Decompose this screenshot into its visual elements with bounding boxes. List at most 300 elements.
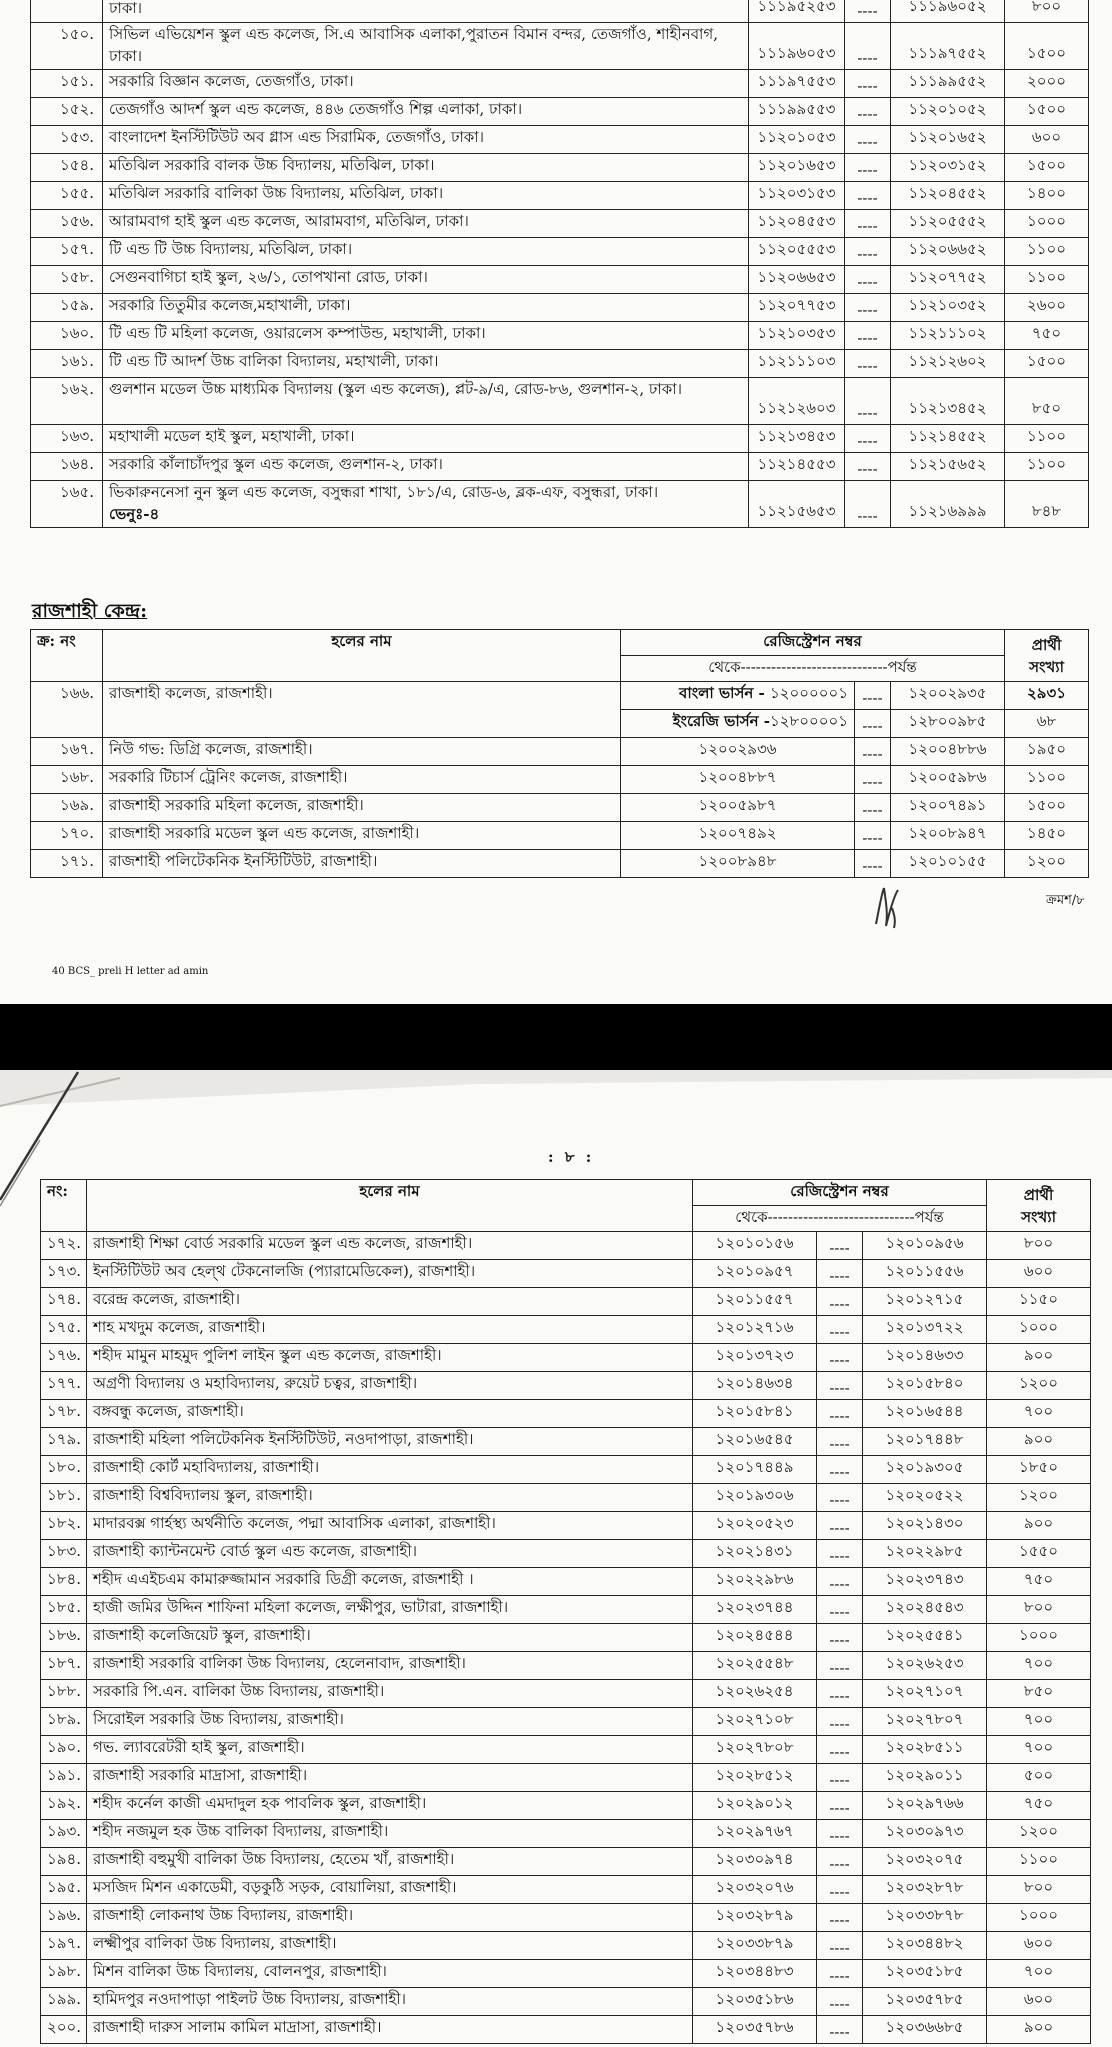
candidate-count: ১২০০ [987, 1820, 1091, 1848]
row-dash: ---- [845, 154, 891, 182]
hall-name-text: সরকারি তিতুমীর কলেজ,মহাখালী, ঢাকা। [109, 296, 351, 314]
registration-to: ১২০২৭১০৭ [863, 1680, 987, 1708]
registration-to: ১২০৩০৯৭৩ [863, 1820, 987, 1848]
row-serial: ১৯৩. [41, 1820, 87, 1848]
candidate-count: ৭৫০ [987, 1568, 1091, 1596]
hall-name-text: রাজশাহী বহুমুখী বালিকা উচ্চ বিদ্যালয়, হেতেম খাঁ, রাজশাহী। [93, 1850, 455, 1868]
row-hall-name [87, 1652, 693, 1680]
table-row [41, 1568, 1091, 1596]
row-dash: ---- [817, 1344, 863, 1372]
row-dash: ---- [817, 1820, 863, 1848]
row-hall-name [87, 1316, 693, 1344]
table-row [41, 1932, 1091, 1960]
row-serial: ১৯৬. [41, 1904, 87, 1932]
registration-from: ১২০২৯৭৬৭ [693, 1820, 817, 1848]
page-separator [0, 1004, 1112, 1070]
hall-name-text: সেগুনবাগিচা হাই স্কুল, ২৬/১, তোপখানা রোড, ঢাকা। [109, 268, 428, 286]
hall-name-text: মতিঝিল সরকারি বালিকা উচ্চ বিদ্যালয়, মতিঝিল, ঢাকা। [109, 184, 444, 202]
registration-from: ১২০২০৫২৩ [693, 1512, 817, 1540]
table-row [41, 1400, 1091, 1428]
table-row [31, 682, 1089, 710]
table-row [41, 1596, 1091, 1624]
registration-to: ১২০১২৭১৫ [863, 1288, 987, 1316]
row-hall-name [87, 1428, 693, 1456]
registration-from: ১২০২১৪৩১ [693, 1540, 817, 1568]
row-dash: ---- [817, 1288, 863, 1316]
row-hall-name [103, 378, 749, 425]
row-hall-name [103, 322, 749, 350]
bangla-version-count: ২৯৩১ [1005, 682, 1089, 710]
table-row [31, 0, 1089, 23]
registration-to: ১২০২৭৮০৭ [863, 1708, 987, 1736]
hall-name-text: রাজশাহী শিক্ষা বোর্ড সরকারি মডেল স্কুল এন্ড কলেজ, রাজশাহী। [93, 1234, 473, 1252]
candidate-count: ১৯৫০ [1005, 738, 1089, 766]
row-hall-name [87, 1792, 693, 1820]
candidate-count: ১০০০ [1005, 210, 1089, 238]
registration-from: ১১১৯৭৫৫৩ [749, 70, 845, 98]
registration-to: ১২০০৮৯৪৭ [891, 822, 1005, 850]
row-dash: ---- [817, 1484, 863, 1512]
candidate-count: ১৮৫০ [987, 1456, 1091, 1484]
header-candidate-count [987, 1180, 1091, 1232]
row-hall-name [103, 182, 749, 210]
hall-name-text: সরকারি টিচার্স ট্রেনিং কলেজ, রাজশাহী। [109, 768, 348, 786]
row-hall-name [103, 738, 621, 766]
row-dash: ---- [817, 1456, 863, 1484]
table-row [41, 1288, 1091, 1316]
english-version-count: ৬৮ [1005, 710, 1089, 738]
candidate-count: ১০০০ [987, 1624, 1091, 1652]
registration-from: ১২০১১৫৫৭ [693, 1288, 817, 1316]
row-dash: ---- [845, 378, 891, 425]
row-hall-name [87, 1512, 693, 1540]
candidate-count: ৫০০ [987, 1764, 1091, 1792]
table-row [31, 154, 1089, 182]
row-dash: ---- [845, 350, 891, 378]
registration-from: ১২০২৬২৫৪ [693, 1680, 817, 1708]
table-row [41, 1344, 1091, 1372]
table-row [31, 794, 1089, 822]
candidate-count: ৭০০ [987, 1736, 1091, 1764]
candidate-count: ১৫০০ [1005, 98, 1089, 126]
row-dash: ---- [817, 1624, 863, 1652]
candidate-count: ৬০০ [987, 1932, 1091, 1960]
candidate-count: ১১০০ [1005, 766, 1089, 794]
rajshahi-center-table-continued [40, 1179, 1091, 2044]
registration-from: ১২০৩৫১৮৬ [693, 1988, 817, 2016]
registration-from: ১১২০১৬৫৩ [749, 154, 845, 182]
row-hall-name [103, 850, 621, 878]
row-dash: ---- [845, 23, 891, 70]
row-dash: ---- [855, 850, 891, 878]
row-serial: ১৯৭. [41, 1932, 87, 1960]
table-row [31, 453, 1089, 481]
table-row [41, 1820, 1091, 1848]
header-registration: রেজিস্ট্রেশন নম্বর [621, 630, 1005, 656]
signature-mark [868, 884, 908, 930]
candidate-count: ১৫০০ [1005, 350, 1089, 378]
registration-to: ১২০১৫৮৪০ [863, 1372, 987, 1400]
row-dash: ---- [817, 1260, 863, 1288]
hall-name-text: ইনস্টিটিউট অব হেল্থ টেকনোলজি (প্যারামেডিকেল), রাজশাহী। [93, 1262, 476, 1280]
registration-from: ১১২১০৩৫৩ [749, 322, 845, 350]
row-hall-name [87, 1708, 693, 1736]
registration-to: ১২০২৪৫৪৩ [863, 1596, 987, 1624]
hall-name-text: রাজশাহী সরকারি মাদ্রাসা, রাজশাহী। [93, 1766, 308, 1784]
registration-from: ১২০১০১৫৬ [693, 1232, 817, 1260]
hall-name-text: রাজশাহী সরকারি বালিকা উচ্চ বিদ্যালয়, হেলেনাবাদ, রাজশাহী। [93, 1654, 466, 1672]
candidate-count: ৭৫০ [1005, 322, 1089, 350]
registration-to: ১১২১৫৬৫২ [891, 453, 1005, 481]
row-hall-name [87, 1848, 693, 1876]
candidate-count: ৮০০ [1005, 0, 1089, 23]
candidate-count: ৮০০ [987, 1596, 1091, 1624]
header-hall-name: হলের নাম [103, 630, 621, 682]
hall-name-text: রাজশাহী পলিটেকনিক ইনস্টিটিউট, রাজশাহী। [109, 852, 378, 870]
row-dash: ---- [845, 322, 891, 350]
candidate-count: ৭০০ [987, 1400, 1091, 1428]
hall-name-text: টি এন্ড টি মহিলা কলেজ, ওয়ারলেস কম্পাউন্ড, মহাখালী, ঢাকা। [109, 324, 486, 342]
registration-from: ১১২১৪৫৫৩ [749, 453, 845, 481]
registration-to: ১১২১৪৫৫২ [891, 425, 1005, 453]
row-dash: ---- [855, 794, 891, 822]
hall-name-text: সরকারি কাঁলাচাঁদপুর স্কুল এন্ড কলেজ, গুলশান-২, ঢাকা। [109, 455, 443, 473]
row-serial: ১৭৩. [41, 1260, 87, 1288]
registration-from: ১২০২৯০১২ [693, 1792, 817, 1820]
row-hall-name [87, 1372, 693, 1400]
candidate-count: ১২০০ [987, 1484, 1091, 1512]
row-hall-name [103, 794, 621, 822]
registration-from: ১১২০৪৫৫৩ [749, 210, 845, 238]
registration-from: ১২০১৩৭২৩ [693, 1344, 817, 1372]
candidate-count: ১৫০০ [1005, 794, 1089, 822]
registration-from: ১২০০৪৮৮৭ [621, 766, 855, 794]
row-dash: ---- [845, 0, 891, 23]
row-hall-name [87, 1484, 693, 1512]
rajshahi-center-heading: রাজশাহী কেন্দ্র: [32, 600, 148, 622]
registration-to: ১২০৩৩৮৭৮ [863, 1904, 987, 1932]
header-count-line2: সংখ্যা [1029, 657, 1064, 676]
table-row [41, 1708, 1091, 1736]
row-serial: ১৬১. [31, 350, 103, 378]
document-page-8 [0, 1070, 1112, 2047]
hall-name-text: রাজশাহী সরকারি মহিলা কলেজ, রাজশাহী। [109, 796, 364, 814]
candidate-count: ১২০০ [1005, 850, 1089, 878]
registration-from: ১১২০১০৫৩ [749, 126, 845, 154]
table-row [41, 1316, 1091, 1344]
row-hall-name [103, 70, 749, 98]
registration-from: ১২০২২৯৮৬ [693, 1568, 817, 1596]
row-dash: ---- [855, 738, 891, 766]
row-hall-name [103, 98, 749, 126]
candidate-count: ১৫০০ [1005, 23, 1089, 70]
row-serial: ১৮৯. [41, 1708, 87, 1736]
header-hall-name: হলের নাম [87, 1180, 693, 1232]
registration-to: ১১২০১০৫২ [891, 98, 1005, 126]
table-row [31, 70, 1089, 98]
hall-name-text: ভিকারুননেসা নুন স্কুল এন্ড কলেজ, বসুন্ধরা শাখা, ১৮১/এ, রোড-৬, ব্লক-এফ, বসুন্ধরা, ঢাকা। [109, 483, 659, 501]
registration-to: ১২০৩৫৭৮৫ [863, 1988, 987, 2016]
row-serial: ১৭৬. [41, 1344, 87, 1372]
row-dash: ---- [817, 1316, 863, 1344]
candidate-count: ৯০০ [987, 2016, 1091, 2044]
registration-from: ১২০১৯৩০৬ [693, 1484, 817, 1512]
hall-name-text: মসজিদ মিশন একাডেমী, বড়কুঠি সড়ক, বোয়ালিয়া, রাজশাহী। [93, 1878, 457, 1896]
bangla-version-from [621, 682, 855, 710]
table-row [31, 766, 1089, 794]
table-row [41, 1232, 1091, 1260]
table-row [31, 98, 1089, 126]
row-serial: ১৯৪. [41, 1848, 87, 1876]
row-hall-name [87, 1820, 693, 1848]
hall-name-text: রাজশাহী লোকনাথ উচ্চ বিদ্যালয়, রাজশাহী। [93, 1906, 354, 1924]
registration-to: ১২০৩২৮৭৮ [863, 1876, 987, 1904]
registration-from: ১২০৩০৯৭৪ [693, 1848, 817, 1876]
table-row [31, 238, 1089, 266]
header-range: থেকে-----------------------------পর্যন্ত [621, 656, 1005, 682]
registration-to: ১২০২১৪৩০ [863, 1512, 987, 1540]
row-dash: ---- [845, 126, 891, 154]
row-serial: ১৯১. [41, 1764, 87, 1792]
registration-from: ১২০১৭৪৪৯ [693, 1456, 817, 1484]
row-hall-name [87, 1288, 693, 1316]
row-serial: ১৭৪. [41, 1288, 87, 1316]
hall-name-text: গুলশান মডেল উচ্চ মাধ্যমিক বিদ্যালয় (স্কুল এন্ড কলেজ), প্লট-৯/এ, রোড-৮৬, গুলশান-২, ঢাকা। [109, 380, 682, 398]
row-hall-name [87, 1680, 693, 1708]
registration-from: ১২০১৫৮৪১ [693, 1400, 817, 1428]
header-range: থেকে-----------------------------পর্যন্ত [693, 1206, 987, 1232]
header-count-line1: প্রার্থী [1031, 635, 1062, 654]
registration-to: ১২০১০১৫৫ [891, 850, 1005, 878]
candidate-count: ৮৫০ [987, 1680, 1091, 1708]
table-row [31, 126, 1089, 154]
row-hall-name [87, 1456, 693, 1484]
row-dash: ---- [817, 1736, 863, 1764]
registration-from: ১২০১০৯৫৭ [693, 1260, 817, 1288]
registration-from: ১১২১১১০৩ [749, 350, 845, 378]
page-number: : ৮ : [548, 1148, 595, 1166]
registration-from: ১২০০৮৯৪৮ [621, 850, 855, 878]
registration-to: ১২০২৩৭৪৩ [863, 1568, 987, 1596]
table-row [31, 822, 1089, 850]
table-row [31, 182, 1089, 210]
table-row [31, 266, 1089, 294]
registration-to: ১২০১৬৫৪৪ [863, 1400, 987, 1428]
hall-name-text: শহীদ এএইচএম কামারুজ্জামান সরকারি ডিগ্রী কলেজ, রাজশাহী । [93, 1570, 474, 1588]
registration-from: ১২০৩২০৭৬ [693, 1876, 817, 1904]
row-dash: ---- [817, 1540, 863, 1568]
hall-name-text: মাদারবক্স গার্হস্থ্য অর্থনীতি কলেজ, পদ্মা আবাসিক এলাকা, রাজশাহী। [93, 1514, 496, 1532]
hall-name-text: বাংলাদেশ ইনস্টিটিউট অব গ্লাস এন্ড সিরামিক, তেজগাঁও, ঢাকা। [109, 128, 485, 146]
registration-from: ১১২১৩৪৫৩ [749, 425, 845, 453]
registration-to: ১২০২৯০১১ [863, 1764, 987, 1792]
row-serial: ১৫৭. [31, 238, 103, 266]
page-fold-shadow [0, 1070, 1112, 1130]
registration-to: ১২০২২৯৮৫ [863, 1540, 987, 1568]
row-hall-name [87, 1764, 693, 1792]
candidate-count: ১১০০ [987, 1848, 1091, 1876]
rajshahi-center-table [30, 629, 1089, 878]
registration-to: ১২০৩৫১৮৫ [863, 1960, 987, 1988]
table-row [31, 425, 1089, 453]
hall-name-text: বঙ্গবন্ধু কলেজ, রাজশাহী। [93, 1402, 244, 1420]
row-dash: ---- [817, 1988, 863, 2016]
bangla-version-to: ১২০০২৯৩৫ [891, 682, 1005, 710]
candidate-count: ১০০০ [987, 1316, 1091, 1344]
hall-name-text: রাজশাহী মহিলা পলিটেকনিক ইনস্টিটিউট, নওদাপাড়া, রাজশাহী। [93, 1430, 474, 1448]
row-dash: ---- [817, 1876, 863, 1904]
hall-name-text: রাজশাহী ক্যান্টনমেন্ট বোর্ড স্কুল এন্ড কলেজ, রাজশাহী। [93, 1542, 417, 1560]
row-dash: ---- [817, 2016, 863, 2044]
header-registration: রেজিস্ট্রেশন নম্বর [693, 1180, 987, 1206]
registration-from: ১১২০৫৫৫৩ [749, 238, 845, 266]
hall-name-text: সরকারি পি.এন. বালিকা উচ্চ বিদ্যালয়, রাজশাহী। [93, 1682, 385, 1700]
row-dash: ---- [817, 1960, 863, 1988]
candidate-count: ১৫০০ [1005, 154, 1089, 182]
row-serial: ১৬৮. [31, 766, 103, 794]
hall-name-text: সিভিল এভিয়েশন স্কুল এন্ড কলেজ, সি.এ আবাসিক এলাকা,পুরাতন বিমান বন্দর, তেজগাঁও, শাহীনবাগ, ঢাকা। [109, 25, 718, 65]
table-row [31, 378, 1089, 425]
registration-to: ১১১৯৯৫৫২ [891, 70, 1005, 98]
row-hall-name [87, 1344, 693, 1372]
row-dash: ---- [855, 710, 891, 738]
registration-to: ১২০০৭৪৯১ [891, 794, 1005, 822]
registration-from: ১২০২৮৫১২ [693, 1764, 817, 1792]
row-serial: ১৬৬. [31, 682, 103, 738]
hall-name-text: রাজশাহী কোর্ট মহাবিদ্যালয়, রাজশাহী। [93, 1458, 320, 1476]
registration-from: ১২০৩৫৭৮৬ [693, 2016, 817, 2044]
row-hall-name [103, 481, 749, 528]
candidate-count: ৮৪৮ [1005, 481, 1089, 528]
row-serial: ১৮২. [41, 1512, 87, 1540]
hall-name-text: টি এন্ড টি আদর্শ উচ্চ বালিকা বিদ্যালয়, মহাখালী, ঢাকা। [109, 352, 439, 370]
english-version-to: ১২৮০০৯৮৫ [891, 710, 1005, 738]
header-serial: নং: [41, 1180, 87, 1232]
table-row [31, 481, 1089, 528]
table-row [31, 738, 1089, 766]
row-serial: ১৯৫. [41, 1876, 87, 1904]
row-dash: ---- [845, 182, 891, 210]
row-hall-name [87, 2016, 693, 2044]
registration-to: ১১২০৭৭৫২ [891, 266, 1005, 294]
registration-from: ১১১৯৬০৫৩ [749, 23, 845, 70]
registration-from: ১২০৩৩৮৭৯ [693, 1932, 817, 1960]
candidate-count: ১৫৫০ [987, 1540, 1091, 1568]
hall-name-text: টি এন্ড টি উচ্চ বিদ্যালয়, মতিঝিল, ঢাকা। [109, 240, 353, 258]
candidate-count: ১১৫০ [987, 1288, 1091, 1316]
row-dash: ---- [817, 1680, 863, 1708]
hall-name-text: রাজশাহী দারুস সালাম কামিল মাদ্রাসা, রাজশাহী। [93, 2018, 382, 2036]
row-serial: ১৬৫. [31, 481, 103, 528]
registration-to: ১১২১১১০২ [891, 322, 1005, 350]
row-dash: ---- [855, 822, 891, 850]
english-from-value: ১২৮০০০০১ [770, 712, 848, 730]
candidate-count: ৭০০ [987, 1960, 1091, 1988]
table-row [41, 1848, 1091, 1876]
table-row [41, 1960, 1091, 1988]
document-page-7 [0, 0, 1112, 1004]
registration-from: ১২০২৭১০৮ [693, 1708, 817, 1736]
registration-to: ১২০২৮৫১১ [863, 1736, 987, 1764]
registration-to: ১২০১৪৬৩৩ [863, 1344, 987, 1372]
row-serial: ১৫২. [31, 98, 103, 126]
row-hall-name [87, 1540, 693, 1568]
row-hall-name [103, 350, 749, 378]
candidate-count: ৯০০ [987, 1344, 1091, 1372]
row-serial: ১৬৭. [31, 738, 103, 766]
row-hall-name [103, 766, 621, 794]
row-dash: ---- [817, 1652, 863, 1680]
header-candidate-count [1005, 630, 1089, 682]
registration-from: ১২০২৪৫৪৪ [693, 1624, 817, 1652]
row-serial: ১৭৭. [41, 1372, 87, 1400]
registration-to: ১২০২০৫২২ [863, 1484, 987, 1512]
candidate-count: ২৬০০ [1005, 294, 1089, 322]
row-serial: ১৮৭. [41, 1652, 87, 1680]
row-serial: ১৯৯. [41, 1988, 87, 2016]
table-row [41, 1260, 1091, 1288]
hall-name-text: মিশন বালিকা উচ্চ বিদ্যালয়, বোলনপুর, রাজশাহী। [93, 1962, 387, 1980]
hall-name-text: হামিদপুর নওদাপাড়া পাইলট উচ্চ বিদ্যালয়, রাজশাহী। [93, 1990, 407, 2008]
row-serial: ১৬০. [31, 322, 103, 350]
candidate-count: ৭৫০ [987, 1792, 1091, 1820]
row-dash: ---- [817, 1708, 863, 1736]
candidate-count: ১৪৫০ [1005, 822, 1089, 850]
registration-from: ১১২০৭৭৫৩ [749, 294, 845, 322]
row-dash: ---- [845, 481, 891, 528]
row-hall-name: ঢাকা। [103, 0, 749, 23]
candidate-count: ১২০০ [987, 1372, 1091, 1400]
continued-note: ক্রমশ/৮ [1046, 893, 1085, 908]
row-serial: ১৮৬. [41, 1624, 87, 1652]
row-hall-name [87, 1596, 693, 1624]
candidate-count: ১১০০ [1005, 238, 1089, 266]
registration-to: ১১২০১৬৫২ [891, 126, 1005, 154]
row-dash: ---- [845, 98, 891, 126]
hall-name-text: আরামবাগ হাই স্কুল এন্ড কলেজ, আরামবাগ, মতিঝিল, ঢাকা। [109, 212, 469, 230]
row-hall-name [87, 1932, 693, 1960]
table-row [41, 2016, 1091, 2044]
candidate-count: ৮৫০ [1005, 378, 1089, 425]
candidate-count: ১১০০ [1005, 453, 1089, 481]
hall-name-text: মতিঝিল সরকারি বালক উচ্চ বিদ্যালয়, মতিঝিল, ঢাকা। [109, 156, 435, 174]
registration-to: ১১২১৩৪৫২ [891, 378, 1005, 425]
registration-from: ১২০২৩৭৪৪ [693, 1596, 817, 1624]
row-hall-name [87, 1960, 693, 1988]
table-row [41, 1484, 1091, 1512]
registration-to: ১২০১১৫৫৬ [863, 1260, 987, 1288]
table-row [41, 1372, 1091, 1400]
registration-from: ১১২১২৬০৩ [749, 378, 845, 425]
registration-from: ১১২০৬৬৫৩ [749, 266, 845, 294]
row-dash: ---- [845, 294, 891, 322]
registration-from: ১২০২৭৮০৮ [693, 1736, 817, 1764]
registration-to: ১২০১৩৭২২ [863, 1316, 987, 1344]
row-serial: ১৫৫. [31, 182, 103, 210]
row-hall-name [103, 210, 749, 238]
row-serial: ২০০. [41, 2016, 87, 2044]
hall-name-text: বরেন্দ্র কলেজ, রাজশাহী। [93, 1290, 240, 1308]
table-row [41, 1428, 1091, 1456]
candidate-count: ৯০০ [987, 1428, 1091, 1456]
registration-to: ১১২১০৩৫২ [891, 294, 1005, 322]
bangla-from-value: ১২০০০০০১ [770, 684, 848, 702]
row-serial: ১৯২. [41, 1792, 87, 1820]
registration-to: ১১২১৬৯৯৯ [891, 481, 1005, 528]
row-serial: ১৭০. [31, 822, 103, 850]
candidate-count: ১০০০ [987, 1904, 1091, 1932]
hall-name-text: সিরোইল সরকারি উচ্চ বিদ্যালয়, রাজশাহী। [93, 1710, 344, 1728]
